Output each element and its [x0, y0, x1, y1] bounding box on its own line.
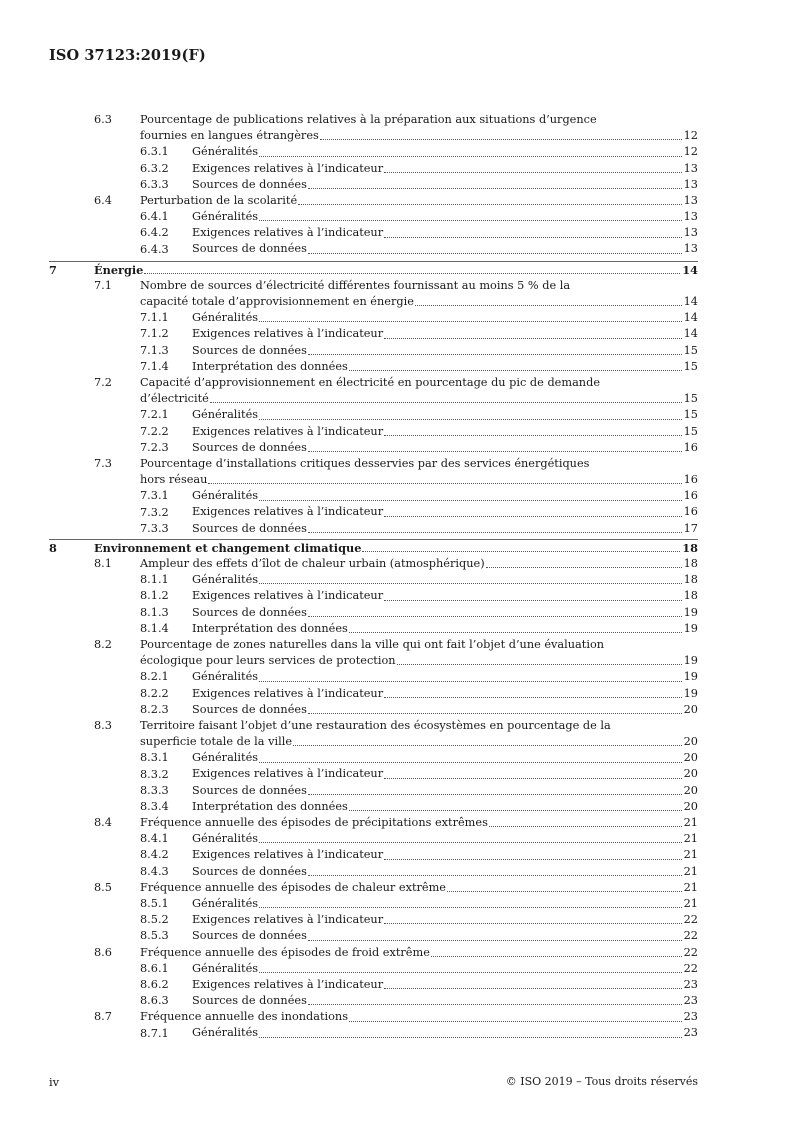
toc-title: Fréquence annuelle des épisodes de froid extrême	[140, 945, 430, 961]
toc-entry-8-5-1[interactable]	[49, 896, 698, 912]
toc-dot-leader	[384, 434, 682, 436]
toc-title: Exigences relatives à l’indicateur	[192, 588, 383, 604]
toc-title: Généralités	[192, 310, 258, 326]
toc-title: Perturbation de la scolarité	[140, 193, 297, 209]
toc-page-number: 23	[683, 977, 698, 991]
toc-title: Sources de données	[192, 928, 307, 944]
toc-section-number: 6.3.2	[140, 161, 169, 175]
toc-page-number: 20	[683, 702, 698, 716]
page-number-footer: iv	[49, 1075, 60, 1089]
toc-title: Exigences relatives à l’indicateur	[192, 424, 383, 440]
toc-entry-6-4-3[interactable]	[49, 242, 698, 258]
toc-title: Exigences relatives à l’indicateur	[192, 504, 383, 520]
toc-section-number: 8.2.3	[140, 702, 169, 716]
toc-entry-7-3-2[interactable]	[49, 505, 698, 521]
toc-entry-6-4-1[interactable]	[49, 209, 698, 225]
toc-section-number: 7.1.1	[140, 311, 169, 325]
toc-title: écologique pour leurs services de protection	[140, 653, 396, 669]
toc-title: Sources de données	[192, 702, 307, 718]
toc-section-number: 7.1.3	[140, 343, 169, 357]
toc-section-number: 8.6.2	[140, 977, 169, 991]
toc-title: Fréquence annuelle des épisodes de chaleur extrême	[140, 880, 446, 896]
toc-entry-8-1-1[interactable]	[49, 572, 698, 588]
toc-dot-leader	[384, 922, 682, 924]
toc-section-number: 8.1.3	[140, 605, 169, 619]
toc-section-number: 8.4.1	[140, 832, 169, 846]
toc-dot-leader	[320, 138, 682, 140]
toc-section-number: 6.3	[94, 113, 112, 126]
toc-title: Généralités	[192, 144, 258, 160]
toc-page-number: 18	[683, 589, 698, 603]
toc-section-number: 8.6.1	[140, 961, 169, 975]
toc-entry-7-1-1[interactable]	[49, 310, 698, 326]
toc-title: Sources de données	[192, 343, 307, 359]
toc-page-number: 15	[683, 359, 698, 373]
toc-page-number: 20	[683, 751, 698, 765]
toc-title: Exigences relatives à l’indicateur	[192, 225, 383, 241]
toc-page-number: 20	[683, 735, 698, 749]
toc-section-number: 8	[49, 540, 57, 555]
toc-dot-leader	[384, 696, 682, 698]
toc-dot-leader	[210, 401, 682, 403]
toc-entry-6-3-1[interactable]	[49, 144, 698, 160]
toc-title: Énergie	[94, 262, 144, 277]
toc-page-number: 19	[683, 654, 698, 668]
toc-dot-leader	[308, 874, 682, 876]
toc-section-number: 8.3.3	[140, 783, 169, 797]
toc-entry-7-3-3[interactable]	[49, 521, 698, 537]
toc-page-number: 15	[683, 392, 698, 406]
toc-dot-leader	[384, 171, 682, 173]
toc-page-number: 18	[682, 540, 698, 555]
toc-dot-leader	[259, 906, 682, 908]
toc-dot-leader	[384, 987, 682, 989]
toc-entry-8-4-1[interactable]	[49, 831, 698, 847]
toc-dot-leader	[144, 272, 680, 274]
toc-section-number: 8.7.1	[140, 1026, 169, 1040]
toc-title: Sources de données	[192, 177, 307, 193]
toc-dot-leader	[308, 252, 682, 254]
toc-entry-7-1[interactable]	[49, 278, 698, 310]
toc-section-number: 6.4.3	[140, 242, 169, 256]
toc-title: Exigences relatives à l’indicateur	[192, 766, 383, 782]
toc-entry-8-4-2[interactable]	[49, 847, 698, 863]
toc-dot-leader	[208, 482, 681, 484]
toc-entry-6-3[interactable]	[49, 112, 698, 144]
toc-page-number: 15	[683, 424, 698, 438]
toc-section-number: 7.3.1	[140, 489, 169, 503]
toc-page-number: 19	[683, 621, 698, 635]
toc-entry-8-1-4[interactable]	[49, 621, 698, 637]
toc-title: fournies en langues étrangères	[140, 128, 319, 144]
toc-entry-8-3-1[interactable]	[49, 750, 698, 766]
toc-section-number: 8.4	[94, 816, 112, 830]
document-id-header: ISO 37123:2019(F)	[49, 47, 206, 64]
toc-dot-leader	[259, 841, 682, 843]
toc-dot-leader	[308, 531, 682, 533]
toc-dot-leader	[259, 582, 682, 584]
toc-page-number: 22	[683, 913, 698, 927]
toc-page-number: 20	[683, 799, 698, 813]
toc-section-number: 6.4.1	[140, 210, 169, 224]
toc-page-number: 18	[683, 573, 698, 587]
toc-dot-leader	[298, 203, 681, 205]
toc-title: Généralités	[192, 896, 258, 912]
toc-page-number: 13	[683, 177, 698, 191]
toc-entry-7-1-3[interactable]	[49, 343, 698, 359]
toc-section-number: 7.2	[94, 376, 112, 389]
toc-title: Exigences relatives à l’indicateur	[192, 686, 383, 702]
toc-page-number: 20	[683, 783, 698, 797]
toc-section-number: 6.4.2	[140, 226, 169, 240]
toc-section-number: 7.1	[94, 278, 112, 292]
toc-section-number: 8.4.2	[140, 848, 169, 862]
toc-title: Sources de données	[192, 241, 307, 257]
toc-dot-leader	[308, 187, 682, 189]
toc-entry-7-2-2[interactable]	[49, 424, 698, 440]
copyright-footer: © ISO 2019 – Tous droits réservés	[505, 1075, 698, 1088]
toc-dot-leader	[384, 858, 682, 860]
toc-title: Généralités	[192, 750, 258, 766]
toc-title: Territoire faisant l’objet d’une restauration des écosystèmes en pourcentage de la	[140, 718, 611, 732]
toc-entry-8-2-3[interactable]	[49, 702, 698, 718]
toc-page-number: 22	[683, 929, 698, 943]
toc-section-number: 8.2.1	[140, 670, 169, 684]
toc-dot-leader	[397, 663, 682, 665]
toc-entry-8-5-3[interactable]	[49, 928, 698, 944]
toc-entry-7-1-2[interactable]	[49, 326, 698, 342]
toc-page-number: 19	[683, 605, 698, 619]
toc-title: Interprétation des données	[192, 621, 348, 637]
toc-dot-leader	[259, 761, 682, 763]
toc-dot-leader	[384, 515, 682, 517]
toc-page-number: 15	[683, 408, 698, 422]
toc-entry-7-1-4[interactable]	[49, 359, 698, 375]
toc-page-number: 21	[683, 832, 698, 846]
toc-entry-8-7[interactable]	[49, 1009, 698, 1025]
toc-entry-8-2-1[interactable]	[49, 669, 698, 685]
toc-entry-8-6-2[interactable]	[49, 977, 698, 993]
toc-title: Généralités	[192, 669, 258, 685]
toc-title: capacité totale d’approvisionnement en énergie	[140, 294, 414, 310]
toc-dot-leader	[384, 236, 682, 238]
toc-title: Généralités	[192, 488, 258, 504]
toc-dot-leader	[259, 320, 682, 322]
toc-dot-leader	[308, 793, 682, 795]
toc-title: Exigences relatives à l’indicateur	[192, 912, 383, 928]
toc-entry-8-2[interactable]	[49, 637, 698, 669]
toc-entry-8-4-3[interactable]	[49, 864, 698, 880]
toc-entry-8[interactable]	[49, 539, 698, 556]
toc-dot-leader	[384, 777, 682, 779]
toc-entry-6-4-2[interactable]	[49, 225, 698, 241]
toc-entry-8-6[interactable]	[49, 945, 698, 961]
toc-entry-6-4[interactable]	[49, 193, 698, 209]
toc-section-number: 8.1.2	[140, 589, 169, 603]
toc-title: Sources de données	[192, 521, 307, 537]
toc-section-number: 7.3.3	[140, 521, 169, 535]
toc-entry-8-3[interactable]	[49, 718, 698, 750]
toc-page-number: 17	[683, 521, 698, 535]
toc-entry-6-3-2[interactable]	[49, 161, 698, 177]
toc-page-number: 20	[683, 767, 698, 781]
toc-title: Sources de données	[192, 783, 307, 799]
toc-section-number: 7.2.3	[140, 440, 169, 454]
toc-section-number: 7	[49, 262, 57, 277]
toc-section-number: 8.1	[94, 557, 112, 571]
toc-section-number: 8.6.3	[140, 994, 169, 1008]
toc-page-number: 21	[683, 880, 698, 894]
toc-title: Généralités	[192, 407, 258, 423]
toc-page-number: 14	[683, 295, 698, 309]
toc-section-number: 6.3.3	[140, 177, 169, 191]
toc-entry-8-3-3[interactable]	[49, 783, 698, 799]
toc-section-number: 8.3.4	[140, 799, 169, 813]
toc-page-number: 14	[683, 311, 698, 325]
toc-entry-8-2-2[interactable]	[49, 686, 698, 702]
toc-page-number: 22	[683, 961, 698, 975]
toc-dot-leader	[384, 337, 682, 339]
toc-dot-leader	[362, 550, 680, 552]
toc-entry-7-2-3[interactable]	[49, 440, 698, 456]
toc-title: Généralités	[192, 961, 258, 977]
toc-dot-leader	[259, 680, 682, 682]
toc-entry-6-3-3[interactable]	[49, 177, 698, 193]
table-of-contents	[49, 112, 698, 1042]
toc-page-number: 13	[683, 161, 698, 175]
toc-page-number: 12	[683, 129, 698, 143]
toc-section-number: 8.5.2	[140, 913, 169, 927]
toc-section-number: 7.3.2	[140, 505, 169, 519]
toc-page-number: 21	[683, 896, 698, 910]
toc-title: Généralités	[192, 831, 258, 847]
toc-title: Ampleur des effets d’îlot de chaleur urbain (atmosphérique)	[140, 556, 485, 572]
toc-section-number: 8.7	[94, 1010, 112, 1024]
toc-title: Nombre de sources d’électricité différentes fournissant au moins 5 % de la	[140, 278, 571, 292]
toc-page-number: 13	[683, 226, 698, 240]
toc-dot-leader	[259, 499, 682, 501]
toc-entry-8-6-3[interactable]	[49, 993, 698, 1009]
toc-page-number: 13	[683, 242, 698, 256]
toc-entry-8-1-3[interactable]	[49, 605, 698, 621]
toc-entry-8-6-1[interactable]	[49, 961, 698, 977]
toc-title: superficie totale de la ville	[140, 734, 292, 750]
toc-section-number: 8.4.3	[140, 864, 169, 878]
toc-section-number: 8.2	[94, 638, 112, 651]
toc-title: Environnement et changement climatique	[94, 540, 362, 555]
toc-entry-7-3-1[interactable]	[49, 488, 698, 504]
toc-section-number: 8.5	[94, 880, 112, 894]
toc-page-number: 16	[683, 505, 698, 519]
toc-dot-leader	[415, 304, 682, 306]
toc-title: Capacité d’approvisionnement en électricité en pourcentage du pic de demande	[140, 376, 601, 389]
toc-entry-7[interactable]	[49, 261, 698, 278]
toc-dot-leader	[259, 418, 682, 420]
toc-title: Pourcentage de publications relatives à la préparation aux situations d’urgence	[140, 113, 597, 126]
toc-title: Exigences relatives à l’indicateur	[192, 326, 383, 342]
toc-section-number: 7.2.1	[140, 408, 169, 422]
toc-title: Généralités	[192, 1025, 258, 1041]
toc-entry-7-2[interactable]	[49, 375, 698, 407]
toc-section-number: 7.3	[94, 456, 112, 470]
toc-dot-leader	[349, 1020, 682, 1022]
toc-entry-8-4[interactable]	[49, 815, 698, 831]
toc-page-number: 23	[683, 994, 698, 1008]
toc-page-number: 12	[683, 145, 698, 159]
toc-page-number: 23	[683, 1010, 698, 1024]
toc-section-number: 8.5.3	[140, 929, 169, 943]
toc-title: Interprétation des données	[192, 359, 348, 375]
toc-entry-8-3-2[interactable]	[49, 767, 698, 783]
toc-dot-leader	[308, 939, 682, 941]
toc-section-number: 7.1.4	[140, 359, 169, 373]
toc-page-number: 19	[683, 670, 698, 684]
toc-page-number: 13	[683, 193, 698, 207]
toc-dot-leader	[259, 1036, 682, 1038]
toc-page-number: 14	[682, 262, 698, 277]
toc-section-number: 8.2.2	[140, 686, 169, 700]
toc-section-number: 8.1.4	[140, 621, 169, 635]
toc-page-number: 21	[683, 864, 698, 878]
toc-section-number: 8.3	[94, 718, 112, 732]
toc-entry-8-7-1[interactable]	[49, 1026, 698, 1042]
toc-title: Fréquence annuelle des épisodes de précipitations extrêmes	[140, 815, 488, 831]
toc-dot-leader	[349, 631, 682, 633]
toc-page-number: 16	[683, 473, 698, 487]
toc-entry-8-5[interactable]	[49, 880, 698, 896]
toc-section-number: 8.1.1	[140, 573, 169, 587]
toc-entry-8-5-2[interactable]	[49, 912, 698, 928]
toc-title: Généralités	[192, 572, 258, 588]
toc-page-number: 18	[683, 557, 698, 571]
toc-dot-leader	[486, 566, 682, 568]
toc-dot-leader	[384, 599, 682, 601]
toc-dot-leader	[489, 825, 682, 827]
toc-entry-8-3-4[interactable]	[49, 799, 698, 815]
toc-title: Généralités	[192, 209, 258, 225]
toc-page-number: 16	[683, 489, 698, 503]
toc-section-number: 7.1.2	[140, 327, 169, 341]
toc-page-number: 21	[683, 848, 698, 862]
toc-page-number: 13	[683, 210, 698, 224]
toc-page-number: 15	[683, 343, 698, 357]
toc-title: Exigences relatives à l’indicateur	[192, 977, 383, 993]
toc-dot-leader	[259, 155, 682, 157]
toc-title: hors réseau	[140, 472, 207, 488]
toc-page-number: 16	[683, 440, 698, 454]
toc-entry-8-1[interactable]	[49, 556, 698, 572]
toc-title: Pourcentage d’installations critiques desservies par des services énergétiques	[140, 456, 590, 470]
toc-dot-leader	[293, 744, 682, 746]
toc-dot-leader	[308, 712, 682, 714]
toc-section-number: 6.3.1	[140, 145, 169, 159]
toc-dot-leader	[447, 890, 682, 892]
toc-page-number: 19	[683, 686, 698, 700]
toc-section-number: 7.2.2	[140, 424, 169, 438]
toc-section-number: 8.5.1	[140, 897, 169, 910]
toc-title: Sources de données	[192, 440, 307, 456]
toc-dot-leader	[259, 219, 682, 221]
toc-title: Sources de données	[192, 993, 307, 1009]
toc-entry-7-3[interactable]	[49, 456, 698, 488]
toc-dot-leader	[308, 353, 682, 355]
toc-dot-leader	[349, 369, 682, 371]
toc-dot-leader	[259, 971, 682, 973]
toc-dot-leader	[308, 1003, 682, 1005]
toc-title: Fréquence annuelle des inondations	[140, 1009, 348, 1025]
toc-title: Pourcentage de zones naturelles dans la ville qui ont fait l’objet d’une évaluation	[140, 638, 605, 651]
toc-page-number: 22	[683, 945, 698, 959]
toc-title: Sources de données	[192, 864, 307, 880]
toc-page-number: 14	[683, 327, 698, 341]
toc-dot-leader	[431, 955, 682, 957]
toc-entry-8-1-2[interactable]	[49, 588, 698, 604]
toc-dot-leader	[308, 450, 682, 452]
toc-page-number: 23	[683, 1026, 698, 1040]
toc-dot-leader	[349, 809, 682, 811]
toc-dot-leader	[308, 615, 682, 617]
toc-section-number: 8.3.1	[140, 751, 169, 765]
toc-title: d’électricité	[140, 391, 209, 407]
toc-section-number: 8.6	[94, 945, 112, 959]
toc-title: Sources de données	[192, 605, 307, 621]
toc-title: Interprétation des données	[192, 799, 348, 815]
toc-entry-7-2-1[interactable]	[49, 407, 698, 423]
toc-title: Exigences relatives à l’indicateur	[192, 847, 383, 863]
toc-section-number: 6.4	[94, 193, 112, 207]
toc-title: Exigences relatives à l’indicateur	[192, 161, 383, 177]
toc-page-number: 21	[683, 816, 698, 830]
toc-section-number: 8.3.2	[140, 767, 169, 781]
